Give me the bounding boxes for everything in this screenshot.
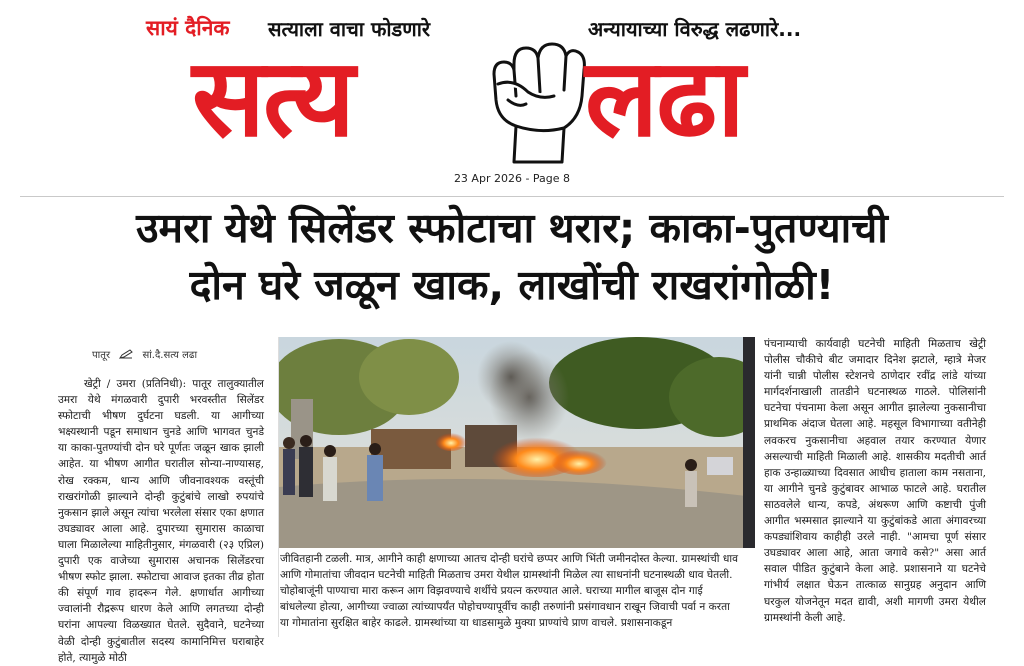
headline [20,200,1004,314]
divider [20,196,1004,197]
slogan-right: अन्यायाच्या विरुद्ध लढणारे... [588,17,802,41]
brand-name-right: लढा [585,36,744,161]
byline-place: पातूर [92,350,111,361]
byline [92,347,197,362]
article-column-3: पंचनाम्याची कार्यवाही घटनेची माहिती मिळताच खेट्री पोलीस चौकीचे बीट जमादार दिनेश झटाले, म्हात्रे मेजर यांनी चान्नी पोलीस स्टेशनचे ठाणेदार रवींद्र लांडे यांच्या मार्गदर्शनाखाली तातडीने घटनास्थळ गाठले. पोलिसांनी घटनेचा पंचनामा केला असून आगीत झालेल्या नुकसानीचा प्राथमिक अंदाज घेतला आहे. महसूल विभागाच्या वतीनेही लवकरच नुकसानीचा अहवाल तयार करण्यात येणार असल्याची माहिती मिळाली आहे. शासकीय मदतीची आर्त हाक उन्हाळ्याच्या दिवसात आधीच हाताला काम नसताना, या आगीने चुनडे कुटुंबावर आभाळ फाटले आहे. घरातील साठवलेले धान्य, कपडे, अंथरूण आणि कष्टाची पुंजी आगीत भस्मसात झाल्याने या कुटुंबांकडे आता अंगावरच्या कपड्यांशिवाय काहीही उरले नाही. "आमचा पूर्ण संसार उघड्यावर आला आहे, आता जगावे कसे?" असा आर्त सवाल पीडित कुटुंबाने केला आहे. प्रशासनाने या घटनेचे गांभीर्य लक्षात घेऊन तात्काळ सानुग्रह अनुदान आणि घरकुल योजनेतून मदत द्यावी, अशी मागणी उमरा येथील ग्रामस्थांनी केली आहे. [764,338,986,624]
slogan-left: सत्याला वाचा फोडणारे [268,17,431,41]
article-column-1: खेट्री / उमरा (प्रतिनिधी): पातूर तालुक्यातील उमरा येथे मंगळवारी दुपारी भरवस्तीत सिलेंडर स्फोटाची भीषण दुर्घटना घडली. या आगीच्या भक्ष्यस्थानी पडून समाधान चुनडे आणि भागवत चुनडे या काका-पुतण्यांची दोन घरे पूर्णतः जळून खाक झाली आहेत. या भीषण आगीत घरातील सोन्या-नाण्यासह, रोख रक्कम, धान्य आणि जीवनावश्यक वस्तूंची राखरांगोळी झाल्याने दोन्ही कुटुंबांचे लाखो रुपयांचे नुकसान झाले असून त्यांचा भरलेला संसार एका क्षणात उघड्यावर आला आहे. दुपारच्या सुमारास काळाचा घाला मिळालेल्या माहितीनुसार, मंगळवारी (२३ एप्रिल) दुपारी एक वाजेच्या सुमारास अचानक सिलेंडरचा भीषण स्फोट झाला. स्फोटाचा आवाज इतका तीव्र होता की संपूर्ण गाव हादरून गेले. क्षणार्धात आगीच्या ज्वालांनी रौद्ररूप धारण केले आणि लगतच्या दोन्ही घरांना आपल्या विळख्यात घेतले. सुदैवाने, घटनेच्या वेळी दोन्ही कुटुंबातील सदस्य कामानिमित्त घराबाहेर होते, त्यामुळे मोठी [58,378,264,664]
fire-scene-photo [279,337,755,548]
pen-icon [119,349,133,362]
edition-label: सायं दैनिक [146,16,230,40]
headline-line-1: उमरा येथे सिलेंडर स्फोटाचा थरार; काका-पुतण्याची [136,204,888,252]
article-column-2: जीवितहानी टळली. मात्र, आगीने काही क्षणाच्या आतच दोन्ही घरांचे छप्पर आणि भिंती जमीनदोस्त केल्या. ग्रामस्थांची धाव आणि गोमातांचा जीवदान घटनेची माहिती मिळताच उमरा येथील ग्रामस्थांनी मिळेल त्या साधनांनी घटनास्थळी धाव घेतली. चोहोबाजूंनी पाण्याचा मारा करून आग विझवण्याचे शर्थीचे प्रयत्न करण्यात आले. घराच्या मागील बाजूस दोन गाई बांधलेल्या होत्या, आगीच्या ज्वाळा त्यांच्यापर्यंत पोहोचण्यापूर्वीच काही तरुणांनी प्रसंगावधान राखून जिवाची पर्वा न करता या गोमातांना सुरक्षित बाहेर काढले. ग्रामस्थांच्या या धाडसामुळे मुक्या प्राण्यांचे प्राण वाचले. प्रशासनाकडून [280,553,738,630]
headline-line-2: दोन घरे जळून खाक, लाखोंची राखरांगोळी! [189,261,835,309]
dateline: 23 Apr 2026 - Page 8 [453,172,571,185]
byline-reporter: सां.दै.सत्य लढा [142,350,198,361]
brand-name-left: सत्य [192,36,353,161]
masthead [0,0,1024,168]
raised-fist-icon [484,34,588,166]
